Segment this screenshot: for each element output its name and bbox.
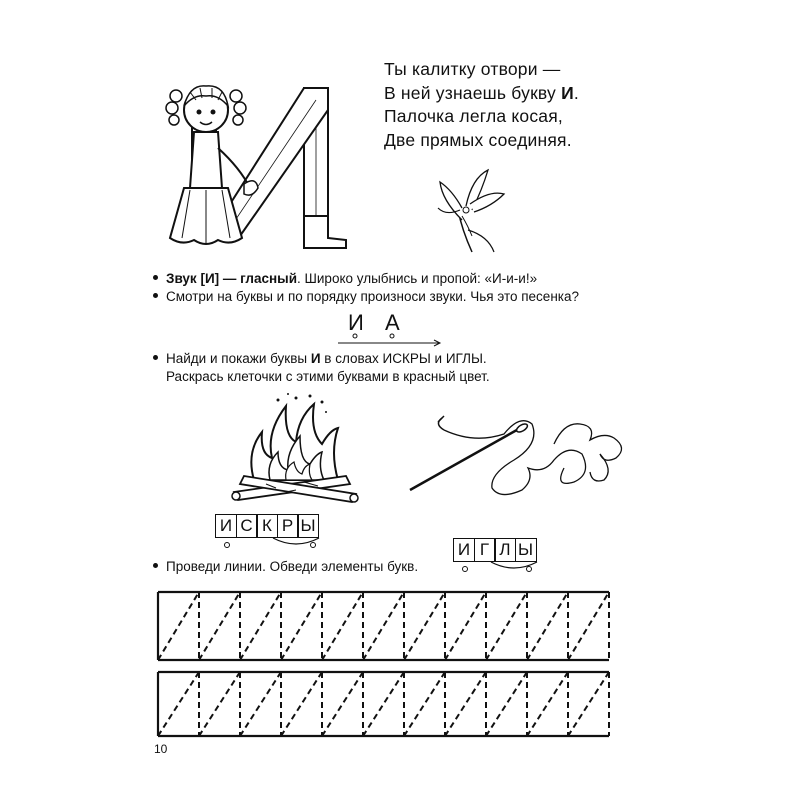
instruction-song xyxy=(153,288,579,306)
letter-cell[interactable]: И xyxy=(215,514,237,538)
song-letters xyxy=(330,310,450,350)
find-letter: И xyxy=(310,351,321,366)
trace-diagonal xyxy=(281,592,322,660)
letter-cell[interactable]: С xyxy=(236,514,258,538)
letter-cell[interactable]: К xyxy=(256,514,278,538)
sound-label: Звук xyxy=(166,271,197,286)
trace-diagonal xyxy=(486,592,527,660)
instruction-trace xyxy=(153,558,418,576)
iris-flower-illustration xyxy=(432,160,512,260)
trace-diagonal xyxy=(322,672,363,736)
campfire-illustration xyxy=(226,392,366,508)
trace-diagonal xyxy=(281,672,322,736)
trace-diagonal xyxy=(404,672,445,736)
syllable-arc-icon xyxy=(489,560,539,572)
trace-diagonal xyxy=(240,672,281,736)
letter-cell[interactable]: Г xyxy=(474,538,496,562)
find-words: в словах ИСКРЫ и ИГЛЫ. xyxy=(320,351,487,366)
bullet-icon xyxy=(153,275,158,280)
vowel-mark-icon xyxy=(462,566,468,572)
letter-cell[interactable]: Л xyxy=(494,538,516,562)
color-instruction: Раскрась клеточки с этими буквами в красный цвет. xyxy=(166,369,490,384)
poem-line-2-end: . xyxy=(573,82,579,103)
bullet-icon xyxy=(153,355,158,360)
syllable-arc-icon xyxy=(271,536,321,548)
trace-diagonal xyxy=(322,592,363,660)
trace-diagonal xyxy=(363,672,404,736)
letter-i-girl-illustration xyxy=(160,48,360,258)
trace-diagonal xyxy=(404,592,445,660)
song-text: Смотри на буквы и по порядку произноси звуки. Чья это песенка? xyxy=(166,289,579,304)
bullet-icon xyxy=(153,293,158,298)
trace-diagonal xyxy=(445,592,486,660)
trace-diagonal xyxy=(158,592,199,660)
trace-text: Проведи линии. Обведи элементы букв. xyxy=(166,559,419,574)
find-text: Найди и покажи буквы xyxy=(166,351,311,366)
poem-letter: И xyxy=(561,82,574,103)
letter-cell[interactable]: И xyxy=(453,538,475,562)
trace-diagonal xyxy=(363,592,404,660)
tracing-row-2[interactable] xyxy=(150,664,650,744)
direction-arrow-icon xyxy=(330,332,450,350)
poem xyxy=(384,58,579,152)
page-number: 10 xyxy=(154,742,168,756)
letter-cell[interactable]: Ы xyxy=(297,514,319,538)
instruction-find xyxy=(153,350,490,386)
needle-thread-illustration xyxy=(404,404,634,502)
poem-line-3: Палочка легла косая, xyxy=(384,106,563,126)
instruction-sound xyxy=(153,270,537,288)
trace-diagonal xyxy=(240,592,281,660)
song-letter-1: И xyxy=(348,310,364,335)
bullet-icon xyxy=(153,563,158,568)
trace-diagonal xyxy=(527,592,568,660)
poem-line-2 xyxy=(384,82,579,106)
trace-diagonal xyxy=(199,672,240,736)
poem-line-4: Две прямых соединяя. xyxy=(384,129,572,150)
trace-diagonal xyxy=(568,672,609,736)
trace-diagonal xyxy=(445,672,486,736)
letter-cell[interactable]: Ы xyxy=(515,538,537,562)
sound-rest: . Широко улыбнись и пропой: «И-и-и!» xyxy=(297,271,538,286)
letter-cell[interactable]: Р xyxy=(277,514,299,538)
trace-diagonal xyxy=(158,672,199,736)
word-iskry xyxy=(215,514,800,538)
vowel-mark-icon xyxy=(224,542,230,548)
word-igly xyxy=(453,538,800,562)
poem-line-1: Ты калитку отвори — xyxy=(384,59,561,79)
tracing-row-1[interactable] xyxy=(150,584,650,668)
trace-diagonal xyxy=(527,672,568,736)
sound-vowel: [И] — гласный xyxy=(200,271,298,286)
trace-diagonal xyxy=(486,672,527,736)
poem-line-2-text: В ней узнаешь букву xyxy=(384,82,562,103)
trace-diagonal xyxy=(568,592,609,660)
song-letter-2: А xyxy=(385,310,400,335)
trace-diagonal xyxy=(199,592,240,660)
